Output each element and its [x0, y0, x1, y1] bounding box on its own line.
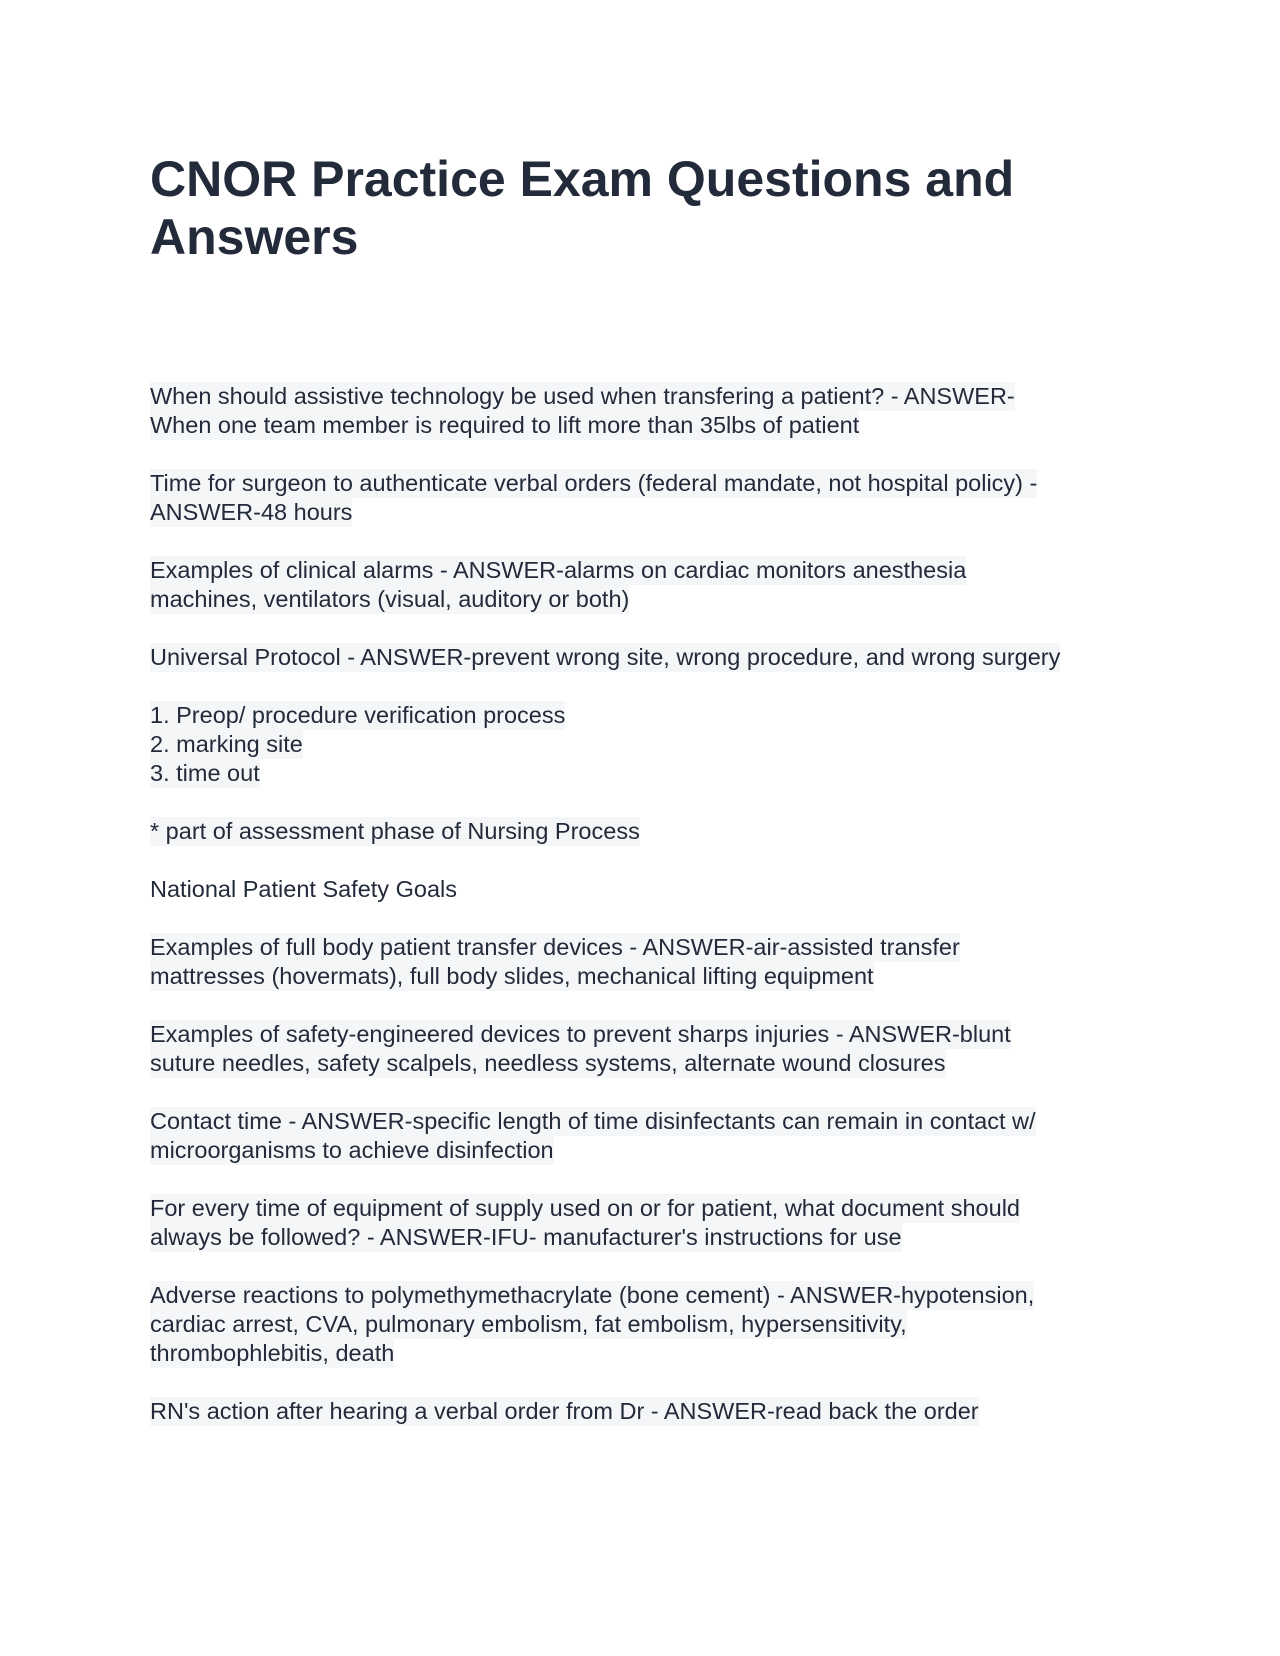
- qa-text-line: cardiac arrest, CVA, pulmonary embolism, fat embolism, hypersensitivity,: [150, 1311, 907, 1337]
- qa-entry-transfer-devices: [150, 933, 1130, 991]
- qa-entry-ifu: [150, 1194, 1130, 1252]
- qa-entry-contact-time: [150, 1107, 1130, 1165]
- qa-text-line: Examples of safety-engineered devices to prevent sharps injuries - ANSWER-blunt: [150, 1021, 1011, 1047]
- qa-text-line: Time for surgeon to authenticate verbal orders (federal mandate, not hospital policy) -: [150, 470, 1038, 496]
- qa-text-line: thrombophlebitis, death: [150, 1340, 395, 1366]
- qa-entry-protocol-steps: [150, 701, 1130, 788]
- qa-text-line: When one team member is required to lift more than 35lbs of patient: [150, 412, 860, 438]
- qa-text-line: 1. Preop/ procedure verification process: [150, 702, 566, 728]
- page-title: [150, 150, 1050, 266]
- qa-text-line: always be followed? - ANSWER-IFU- manufacturer's instructions for use: [150, 1224, 902, 1250]
- qa-entry-bone-cement: [150, 1281, 1130, 1368]
- qa-text-line: Examples of full body patient transfer devices - ANSWER-air-assisted transfer: [150, 934, 960, 960]
- qa-text-line: For every time of equipment of supply used on or for patient, what document should: [150, 1195, 1020, 1221]
- qa-entry-assessment-note: [150, 817, 1130, 846]
- qa-text-line: National Patient Safety Goals: [150, 876, 457, 902]
- qa-entry-safety-goals: [150, 875, 1130, 904]
- qa-text-line: Contact time - ANSWER-specific length of time disinfectants can remain in contact w/: [150, 1108, 1036, 1134]
- qa-text-line: RN's action after hearing a verbal order from Dr - ANSWER-read back the order: [150, 1398, 979, 1424]
- qa-text-line: 2. marking site: [150, 731, 303, 757]
- qa-entry-assistive-technology: [150, 382, 1130, 440]
- qa-entry-verbal-orders: [150, 469, 1130, 527]
- qa-text-line: mattresses (hovermats), full body slides, mechanical lifting equipment: [150, 963, 874, 989]
- title-line-2: Answers: [150, 209, 359, 265]
- qa-entry-universal-protocol: [150, 643, 1130, 672]
- qa-text-line: machines, ventilators (visual, auditory or both): [150, 586, 630, 612]
- qa-text-line: microorganisms to achieve disinfection: [150, 1137, 554, 1163]
- title-line-1: CNOR Practice Exam Questions and: [150, 151, 1015, 207]
- qa-entry-clinical-alarms: [150, 556, 1130, 614]
- qa-text-line: Examples of clinical alarms - ANSWER-alarms on cardiac monitors anesthesia: [150, 557, 967, 583]
- qa-text-line: suture needles, safety scalpels, needless systems, alternate wound closures: [150, 1050, 946, 1076]
- qa-text-line: * part of assessment phase of Nursing Process: [150, 818, 640, 844]
- qa-entry-verbal-order-action: [150, 1397, 1130, 1426]
- qa-text-line: ANSWER-48 hours: [150, 499, 353, 525]
- qa-list: [150, 382, 1130, 1455]
- qa-text-line: When should assistive technology be used when transfering a patient? - ANSWER-: [150, 383, 1015, 409]
- qa-entry-sharps-devices: [150, 1020, 1130, 1078]
- qa-text-line: Adverse reactions to polymethymethacrylate (bone cement) - ANSWER-hypotension,: [150, 1282, 1035, 1308]
- qa-text-line: Universal Protocol - ANSWER-prevent wrong site, wrong procedure, and wrong surgery: [150, 644, 1061, 670]
- qa-text-line: 3. time out: [150, 760, 260, 786]
